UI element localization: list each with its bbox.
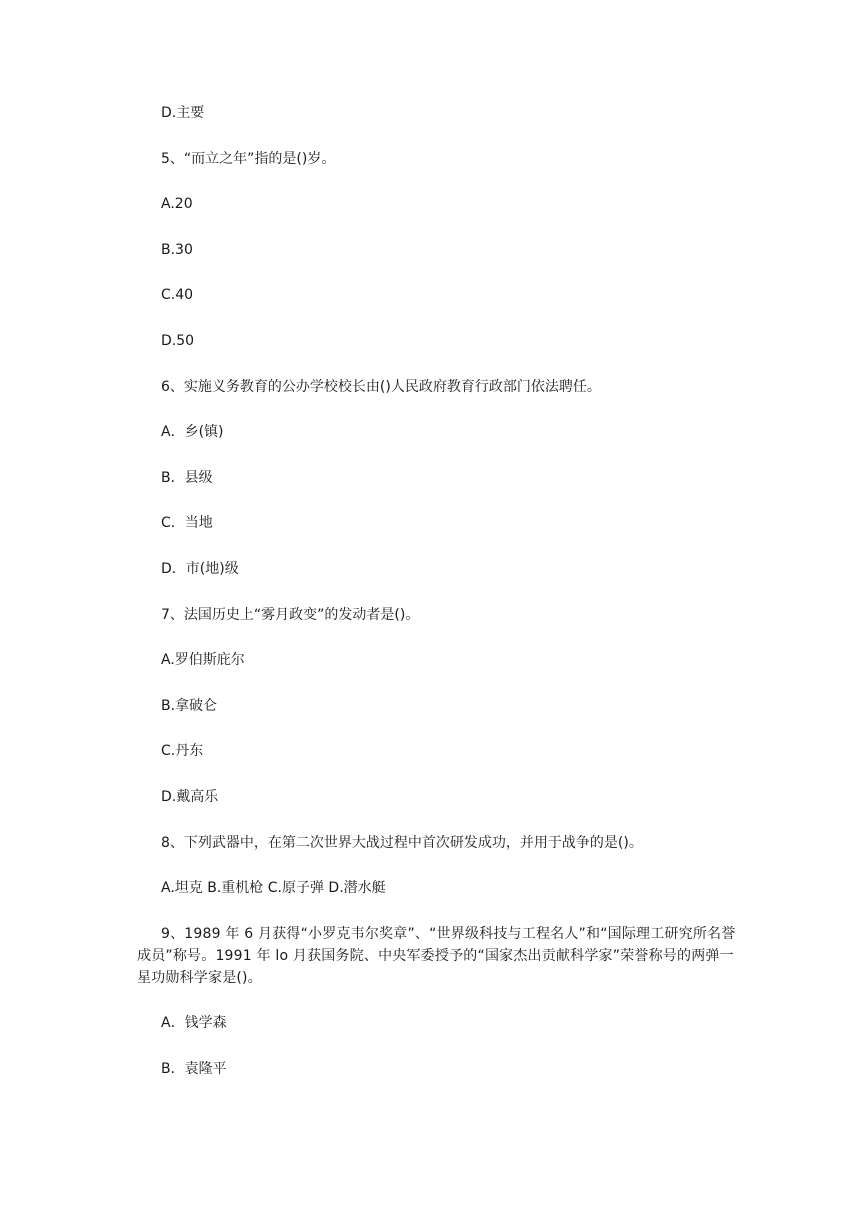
question-7: 7、法国历史上“雾月政变”的发动者是()。	[161, 606, 420, 623]
option-7b: B.拿破仑	[161, 697, 218, 714]
options-8: A.坦克 B.重机枪 C.原子弹 D.潜水艇	[161, 880, 386, 897]
option-7d: D.戴高乐	[161, 788, 219, 805]
option-5b: B.30	[161, 241, 193, 258]
option-7a: A.罗伯斯庇尔	[161, 652, 245, 669]
option-6c: C．当地	[161, 515, 213, 532]
option-9b: B．袁隆平	[161, 1060, 227, 1077]
option-6d: D．市(地)级	[161, 560, 239, 577]
question-9: 9、1989 年 6 月获得“小罗克韦尔奖章”、“世界级科技与工程名人”和“国际理工研究所名誉成员”称号。1991 年 lo 月获国务院、中央军委授予的“国家杰出贡献科学家”荣誉称号的两弹一星功勋科学家是()。	[137, 925, 736, 986]
option-7c: C.丹东	[161, 743, 204, 760]
document-content	[137, 102, 737, 1080]
question-5: 5、“而立之年”指的是()岁。	[161, 150, 336, 167]
option-4d: D.主要	[161, 105, 205, 121]
question-8: 8、下列武器中，在第二次世界大战过程中首次研发成功，并用于战争的是()。	[161, 834, 643, 851]
option-5c: C.40	[161, 287, 194, 304]
option-5a: A.20	[161, 196, 193, 213]
question-6: 6、实施义务教育的公办学校校长由()人民政府教育行政部门依法聘任。	[161, 378, 601, 395]
option-6b: B．县级	[161, 469, 213, 486]
option-6a: A．乡(镇)	[161, 424, 224, 441]
option-9a: A．钱学森	[161, 1015, 227, 1032]
option-5d: D.50	[161, 332, 195, 349]
